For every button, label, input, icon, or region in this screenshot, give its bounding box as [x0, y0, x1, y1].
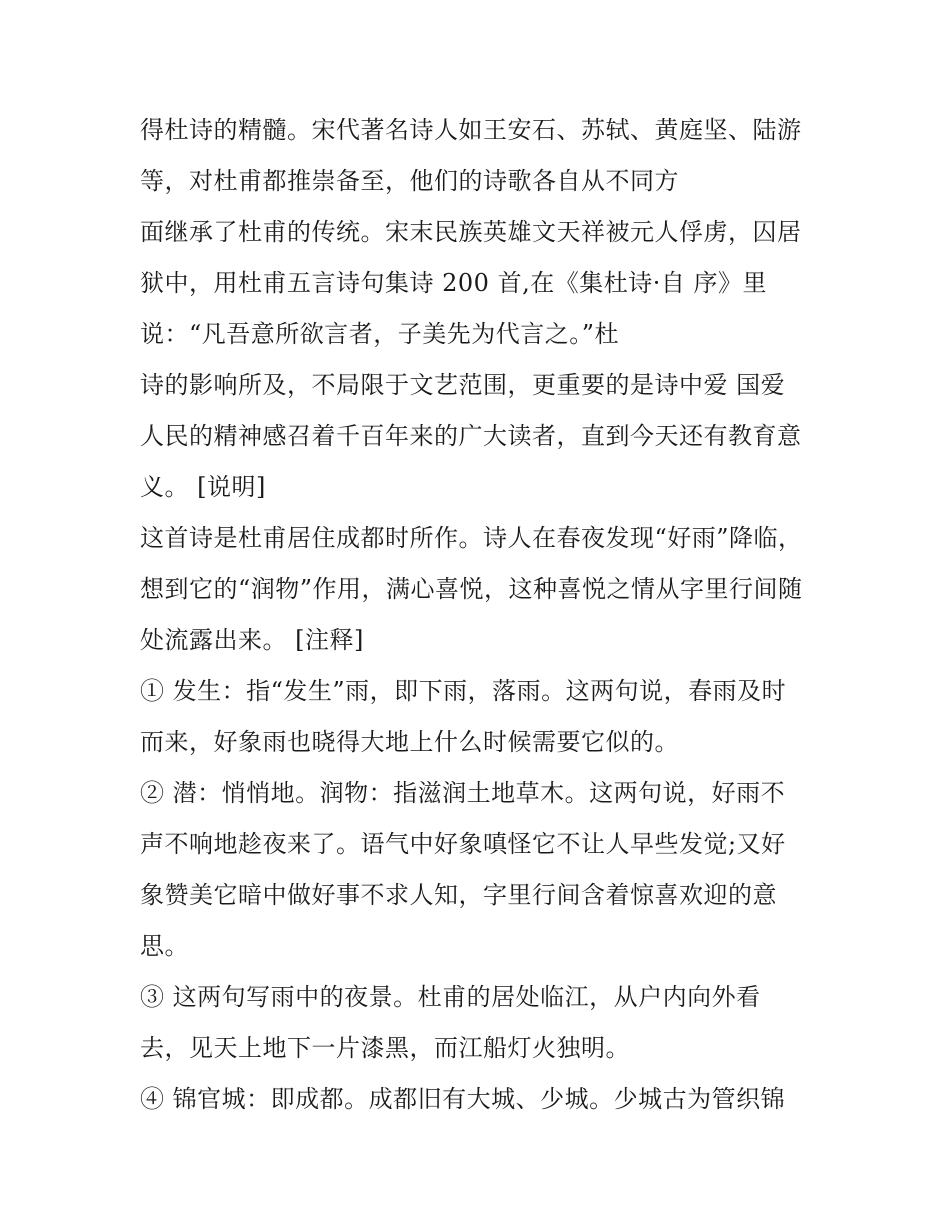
text-line: 而来，好象雨也晓得大地上什么时候需要它似的。	[140, 728, 679, 756]
text-line: ① 发生：指“发生”雨，即下雨，落雨。这两句说，春雨及时	[140, 677, 787, 705]
text-line: ② 潜：悄悄地。润物：指滋润土地草木。这两句说，好雨不	[140, 779, 786, 807]
text-line: 得杜诗的精髓。宋代著名诗人如王安石、苏轼、黄庭坚、陆游	[140, 116, 802, 144]
text-line: 处流露出来。 [注释]	[140, 626, 364, 654]
text-line: 象赞美它暗中做好事不求人知，字里行间含着惊喜欢迎的意	[140, 881, 777, 909]
text-line: 声不响地趁夜来了。语气中好象嗔怪它不让人早些发觉;又好	[140, 830, 786, 858]
text-line: ④ 锦官城：即成都。成都旧有大城、少城。少城古为管织锦	[140, 1085, 786, 1113]
text-line: 诗的影响所及，不局限于文艺范围，更重要的是诗中爱 国爱	[140, 371, 786, 399]
text-line: 义。 [说明]	[140, 473, 266, 501]
text-line: 说：“凡吾意所欲言者，子美先为代言之。”杜	[140, 320, 620, 348]
text-line: ③ 这两句写雨中的夜景。杜甫的居处临江，从户内向外看	[140, 983, 761, 1011]
text-line: 想到它的“润物”作用，满心喜悦，这种喜悦之情从字里行间随	[140, 575, 803, 603]
text-line: 这首诗是杜甫居住成都时所作。诗人在春夜发现“好雨”降临，	[140, 524, 803, 552]
text-line: 面继承了杜甫的传统。宋末民族英雄文天祥被元人俘虏，囚居	[140, 218, 802, 246]
text-line: 狱中，用杜甫五言诗句集诗 200 首,在《集杜诗·自 序》里	[140, 269, 767, 297]
text-line: 思。	[140, 932, 189, 960]
text-line: 去，见天上地下一片漆黑，而江船灯火独明。	[140, 1034, 630, 1062]
text-line: 等，对杜甫都推崇备至，他们的诗歌各自从不同方	[140, 167, 679, 195]
document-page	[140, 105, 830, 1125]
text-line: 人民的精神感召着千百年来的广大读者，直到今天还有教育意	[140, 422, 802, 450]
